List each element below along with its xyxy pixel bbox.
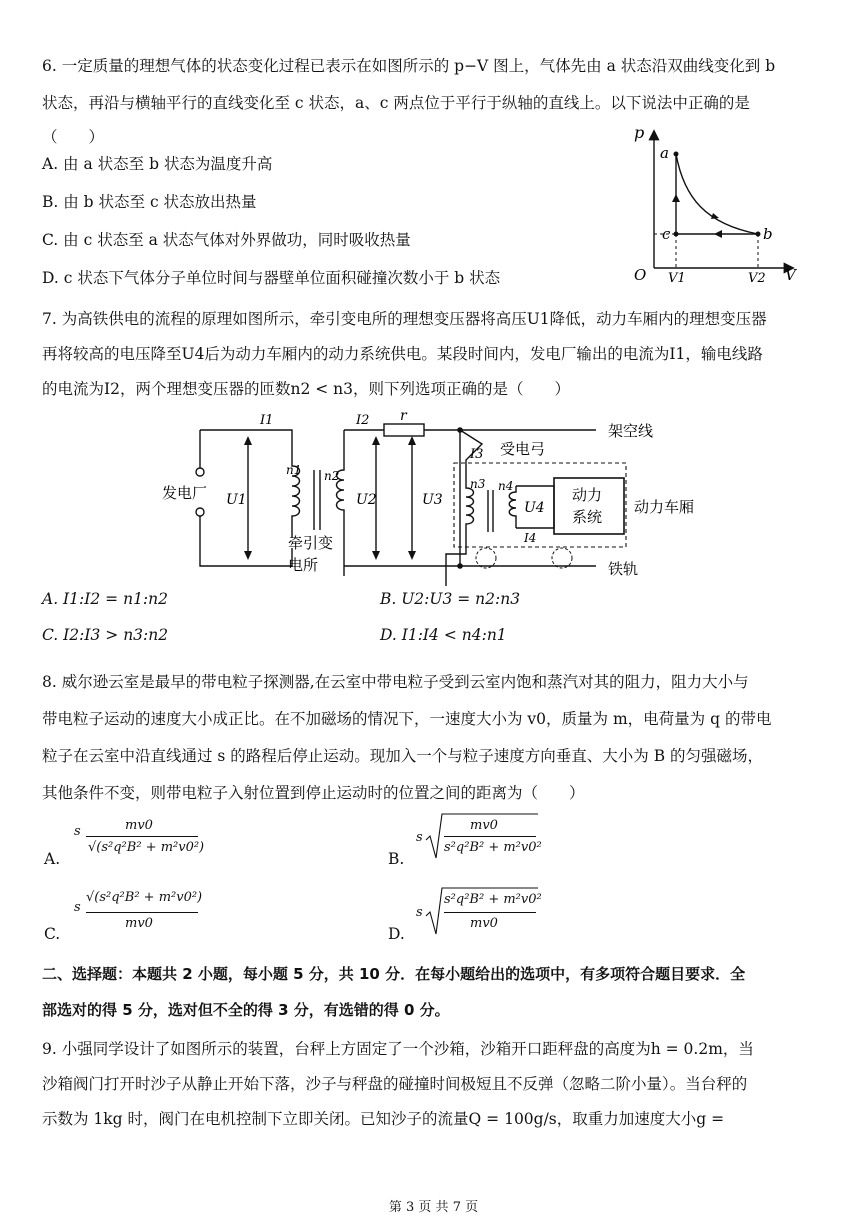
q8-option-d-s: s — [416, 905, 423, 920]
label-n1: n1 — [286, 463, 302, 477]
q8-option-c-s: s — [74, 900, 81, 915]
label-n2: n2 — [324, 469, 340, 483]
q8-option-c-num: √(s²q²B² + m²v0²) — [86, 890, 203, 905]
q7-line: 7. 为高铁供电的流程的原理如图所示，牵引变电所的理想变压器将高压U1降低，动力车厢内的理想变压器 — [42, 310, 767, 328]
question-9-stem — [42, 1032, 832, 1137]
label-U3: U3 — [422, 492, 443, 508]
q7-line: 的电流为I2，两个理想变压器的匝数n2 < n3，则下列选项正确的是（ ） — [42, 380, 571, 398]
page-footer: 第 3 页 共 7 页 — [388, 1200, 479, 1215]
q7-option-d: D. I1:I4 < n4:n1 — [380, 626, 507, 644]
q9-line: 9. 小强同学设计了如图所示的装置，台秤上方固定了一个沙箱，沙箱开口距秤盘的高度为h = 0.2m，当 — [42, 1040, 754, 1058]
arrow-ab — [711, 213, 719, 219]
q7-option-a: A. I1:I2 = n1:n2 — [42, 590, 168, 608]
pv-graph — [620, 118, 810, 288]
q6-option-a: A. 由 a 状态至 b 状态为温度升高 — [42, 155, 273, 173]
q8-option-d-label: D. — [388, 925, 405, 943]
label-power-plant: 发电厂 — [162, 484, 208, 502]
q6-option-b: B. 由 b 状态至 c 状态放出热量 — [42, 193, 257, 211]
label-p: p — [634, 123, 645, 142]
q8-option-c-label: C. — [44, 925, 61, 943]
q7-line: 再将较高的电压降至U4后为动力车厢内的动力系统供电。某段时间内，发电厂输出的电流为I1，输电线路 — [42, 345, 763, 363]
label-c: c — [662, 225, 671, 243]
q6-line: 状态，再沿与横轴平行的直线变化至 c 状态，a、c 两点位于平行于纵轴的直线上。以下说法中正确的是 — [42, 94, 750, 112]
label-v2: V2 — [748, 271, 766, 286]
q8-option-d-num: s²q²B² + m²v0² — [444, 892, 542, 907]
q8-line: 其他条件不变，则带电粒子入射位置到停止运动时的位置之间的距离为（ ） — [42, 784, 585, 802]
label-n4: n4 — [498, 479, 514, 493]
q7-option-b: B. U2:U3 = n2:n3 — [380, 590, 521, 608]
label-substation-2: 电所 — [288, 556, 319, 574]
section-2-heading — [42, 956, 832, 1028]
q8-line: 8. 威尔逊云室是最早的带电粒子探测器,在云室中带电粒子受到云室内饱和蒸汽对其的阻力，阻力大小与 — [42, 673, 749, 691]
label-overhead: 架空线 — [608, 422, 654, 440]
q8-option-b-s: s — [416, 830, 423, 845]
hyperbola-ab — [676, 154, 758, 234]
label-v: V — [785, 266, 796, 284]
label-substation-1: 牵引变 — [288, 534, 334, 552]
q7-option-c: C. I2:I3 > n3:n2 — [42, 626, 169, 644]
q8-option-a-num: mv0 — [125, 818, 153, 833]
label-v1: V1 — [668, 271, 686, 286]
label-U2: U2 — [356, 492, 377, 508]
label-system-1: 动力 — [572, 486, 603, 504]
label-pantograph: 受电弓 — [500, 440, 546, 458]
label-b: b — [763, 225, 773, 243]
label-I3: I3 — [470, 447, 484, 462]
q8-option-a-label: A. — [44, 850, 61, 868]
q8-option-c-den: mv0 — [125, 916, 153, 931]
q9-line: 沙箱阀门打开时沙子从静止开始下落，沙子与秤盘的碰撞时间极短且不反弹（忽略二阶小量）。当台秤的 — [42, 1075, 748, 1093]
q8-line: 带电粒子运动的速度大小成正比。在不加磁场的情况下，一速度大小为 v0，质量为 m，电荷量为 q 的带电 — [42, 710, 772, 728]
q8-line: 粒子在云室中沿直线通过 s 的路程后停止运动。现加入一个与粒子速度方向垂直、大小为 B 的匀强磁场， — [42, 747, 764, 765]
q8-option-a-s: s — [74, 824, 81, 839]
q6-line: （ ） — [42, 128, 105, 146]
question-8-stem — [42, 664, 832, 812]
label-a: a — [660, 144, 669, 162]
q8-option-b-den: s²q²B² + m²v0² — [444, 840, 542, 855]
q6-option-d: D. c 状态下气体分子单位时间与器壁单位面积碰撞次数小于 b 状态 — [42, 269, 501, 287]
label-rail: 铁轨 — [608, 560, 639, 578]
section-2-line: 二、选择题：本题共 2 小题，每小题 5 分，共 10 分．在每小题给出的选项中，有多项符合题目要求．全 — [42, 965, 746, 983]
section-2-line: 部选对的得 5 分，选对但不全的得 3 分，有选错的得 0 分。 — [42, 1001, 450, 1019]
label-r: r — [400, 408, 407, 424]
q6-option-c: C. 由 c 状态至 a 状态气体对外界做功，同时吸收热量 — [42, 231, 411, 249]
q9-line: 示数为 1kg 时，阀门在电机控制下立即关闭。已知沙子的流量Q = 100g/s，取重力加速度大小g = — [42, 1110, 725, 1128]
arrow-bc — [714, 230, 722, 238]
label-U4: U4 — [524, 500, 545, 516]
label-n3: n3 — [470, 477, 486, 491]
label-I4: I4 — [524, 531, 537, 545]
label-o: O — [634, 266, 647, 284]
q8-option-d-den: mv0 — [470, 916, 498, 931]
q8-option-a-den: √(s²q²B² + m²v0²) — [88, 840, 205, 855]
label-U1: U1 — [226, 492, 247, 508]
label-I1: I1 — [260, 413, 274, 428]
q8-option-b-num: mv0 — [470, 818, 498, 833]
label-car: 动力车厢 — [634, 498, 695, 516]
label-I2: I2 — [356, 413, 370, 428]
question-7-stem — [42, 302, 832, 407]
label-system-2: 系统 — [572, 508, 603, 526]
circuit-diagram — [160, 408, 720, 586]
arrow-ca — [672, 194, 680, 202]
q6-line: 6. 一定质量的理想气体的状态变化过程已表示在如图所示的 p−V 图上，气体先由 a 状态沿双曲线变化到 b — [42, 57, 776, 75]
q8-option-b-label: B. — [388, 850, 405, 868]
